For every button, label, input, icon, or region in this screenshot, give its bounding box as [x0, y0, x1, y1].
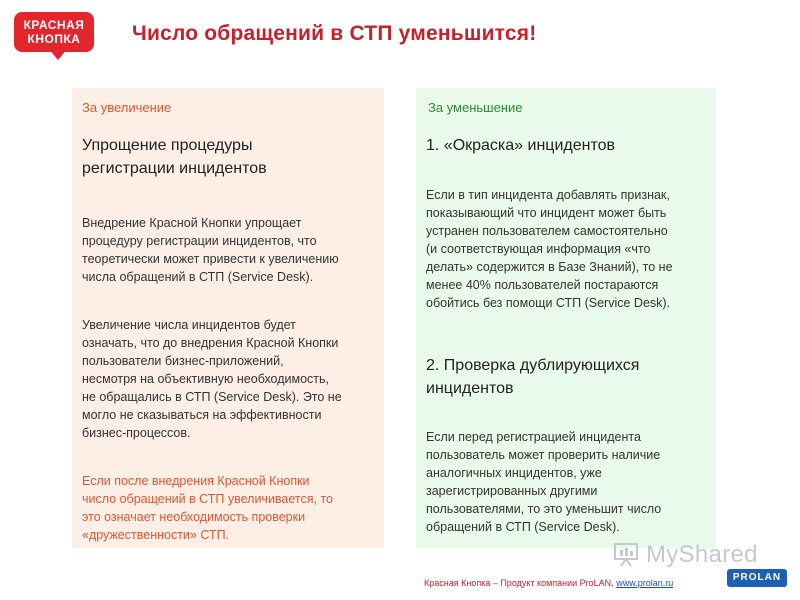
- panel-increase-paragraph-3: [82, 472, 333, 544]
- logo-line-2: КНОПКА: [27, 32, 81, 46]
- panel-increase-heading: [82, 134, 267, 180]
- text-line: зарегистрированных другими: [426, 484, 598, 498]
- text-line: Внедрение Красной Кнопки упрощает: [82, 216, 302, 230]
- panel-decrease-heading-2: [426, 354, 639, 400]
- text-line: обойтись без помощи СТП (Service Desk).: [426, 296, 671, 310]
- red-button-logo: [14, 12, 96, 62]
- panel-decrease: [416, 88, 716, 548]
- text-line: (и соответствующая информация «что: [426, 242, 651, 256]
- footer-text: Красная Кнопка – Продукт компании ProLAN,: [424, 578, 614, 588]
- text-line: не обращались в СТП (Service Desk). Это не: [82, 390, 342, 404]
- panel-decrease-paragraph-1: [426, 186, 673, 312]
- logo-text: [14, 18, 94, 46]
- text-line: бизнес-процессов.: [82, 426, 191, 440]
- text-line: теоретически может привести к увеличению: [82, 252, 339, 266]
- heading-line: регистрации инцидентов: [82, 160, 267, 177]
- text-line: Увеличение числа инцидентов будет: [82, 318, 296, 332]
- logo-speech-tail: [48, 48, 68, 60]
- text-line: обращений в СТП (Service Desk).: [426, 520, 620, 534]
- text-line: устранен пользователем самостоятельно: [426, 224, 668, 238]
- footer-link[interactable]: www.prolan.ru: [616, 578, 674, 588]
- logo-line-1: КРАСНАЯ: [23, 18, 85, 32]
- watermark-text: MyShared: [646, 541, 758, 568]
- text-line: делать» содержится в Базе Знаний), то не: [426, 260, 673, 274]
- heading-line: Упрощение процедуры: [82, 137, 253, 154]
- text-line: пользователи бизнес-приложений,: [82, 354, 284, 368]
- text-line: могло не сказываться на эффективности: [82, 408, 322, 422]
- panel-increase-paragraph-1: [82, 214, 339, 286]
- page-title: Число обращений в СТП уменьшится!: [132, 22, 537, 45]
- text-line: пользователь может проверить наличие: [426, 448, 661, 462]
- panel-increase: [72, 88, 384, 548]
- text-line: это означает необходимость проверки: [82, 510, 306, 524]
- text-line: «дружественности» СТП.: [82, 528, 230, 542]
- panel-decrease-header: За уменьшение: [428, 100, 523, 115]
- presentation-board-icon: [612, 540, 640, 568]
- text-line: несмотря на объективную необходимость,: [82, 372, 330, 386]
- panel-increase-paragraph-2: [82, 316, 342, 442]
- text-line: Если перед регистрацией инцидента: [426, 430, 641, 444]
- text-line: число обращений в СТП увеличивается, то: [82, 492, 334, 506]
- text-line: аналогичных инцидентов, уже: [426, 466, 602, 480]
- prolan-logo: PROLAN: [727, 569, 787, 587]
- panel-decrease-paragraph-2: [426, 428, 661, 536]
- text-line: пользователями, то это уменьшит число: [426, 502, 662, 516]
- footer: [424, 578, 673, 588]
- heading-line: инцидентов: [426, 380, 514, 397]
- text-line: Если после внедрения Красной Кнопки: [82, 474, 310, 488]
- text-line: числа обращений в СТП (Service Desk).: [82, 270, 314, 284]
- text-line: Если в тип инцидента добавлять признак,: [426, 188, 670, 202]
- heading-line: 2. Проверка дублирующихся: [426, 357, 640, 374]
- text-line: означать, что до внедрения Красной Кнопки: [82, 336, 339, 350]
- text-line: менее 40% пользователей постараются: [426, 278, 659, 292]
- text-line: показывающий что инцидент может быть: [426, 206, 667, 220]
- panel-decrease-heading-1: 1. «Окраска» инцидентов: [426, 137, 616, 154]
- text-line: процедуру регистрации инцидентов, что: [82, 234, 317, 248]
- panel-increase-header: За увеличение: [82, 100, 172, 115]
